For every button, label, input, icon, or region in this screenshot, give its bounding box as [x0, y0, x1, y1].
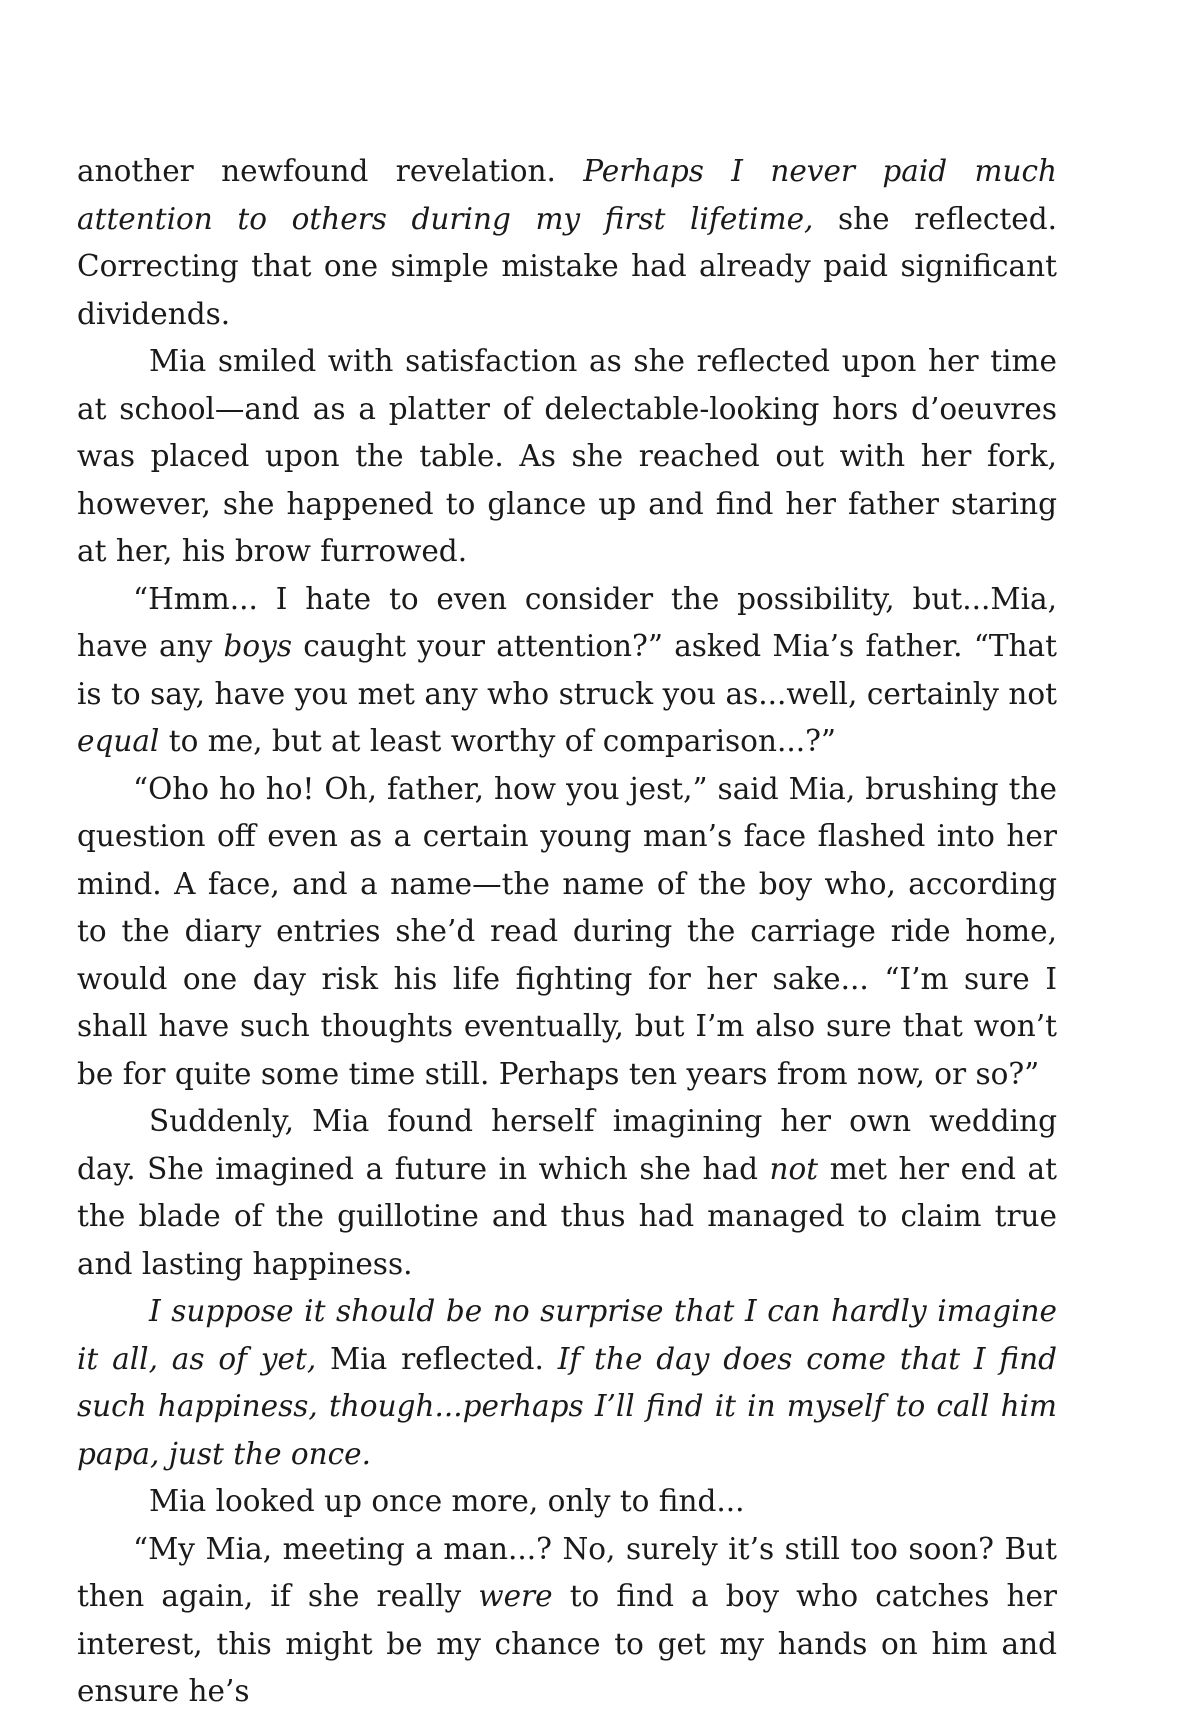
body-text [77, 148, 1057, 1716]
paragraph [77, 148, 1057, 338]
text-run: she reflected. Correcting that one simple mistake had already paid significant dividends. [77, 201, 1057, 331]
text-run: another newfound revelation. [77, 154, 584, 188]
paragraph [77, 766, 1057, 1099]
text-run: “Oho ho ho! Oh, father, how you jest,” said Mia, brushing the question off even as a certain young man’s face flashed into her mind. A face, and a name—the name of the boy who, according to the diary entries she’d read during the carriage ride home, would one day risk his life fighting for her sake... “I’m sure I shall have such thoughts eventually, but I’m also sure that won’t be for quite some time still. Perhaps ten years from now, or so?” [77, 771, 1057, 1091]
text-run: “My Mia, meeting a man...? No, surely it’s still too soon? But then again, if she really [77, 1531, 1057, 1613]
italic-text: Perhaps I never paid much attention to others during my first lifetime, [77, 154, 1058, 236]
text-run: Suddenly, Mia found herself imagining her own wedding day. She imagined a future in which she had [77, 1104, 1057, 1186]
italic-text: not [769, 1151, 819, 1186]
text-run: Mia looked up once more, only to find... [149, 1484, 745, 1518]
paragraph [77, 1478, 1057, 1526]
text-run: Mia reflected. [316, 1341, 558, 1376]
text-run: to find a boy who catches her interest, this might be my chance to get my hands on him and ensure he’s [77, 1579, 1057, 1708]
text-run: Mia smiled with satisfaction as she reflected upon her time at school—and as a platter of delectable-looking hors d’oeuvres was placed upon the table. As she reached out with her fork, however, she happened to glance up and find her father staring at her, his brow furrowed. [77, 344, 1057, 568]
paragraph [77, 1098, 1057, 1288]
text-run: caught your attention?” asked Mia’s father. “That is to say, have you met any who struck you as...well, certainly not [77, 629, 1057, 711]
text-run: to me, but at least worthy of comparison...?” [159, 724, 836, 758]
text-run: “Hmm... I hate to even consider the possibility, but...Mia, have any [77, 581, 1057, 663]
italic-text: If the day does come that I find such happiness, though...perhaps I’ll find it in myself to call him papa, just the once. [77, 1341, 1057, 1471]
paragraph [77, 576, 1057, 766]
paragraph [77, 338, 1057, 576]
paragraph [77, 1288, 1057, 1478]
italic-text: equal [77, 724, 160, 758]
text-run: met her end at the blade of the guillotine and thus had managed to claim true and lasting happiness. [77, 1151, 1057, 1281]
italic-text: boys [223, 629, 292, 663]
italic-text: were [478, 1579, 553, 1613]
paragraph [77, 1526, 1057, 1716]
italic-text: I suppose it should be no surprise that I can hardly imagine it all, as of yet, [77, 1294, 1057, 1376]
